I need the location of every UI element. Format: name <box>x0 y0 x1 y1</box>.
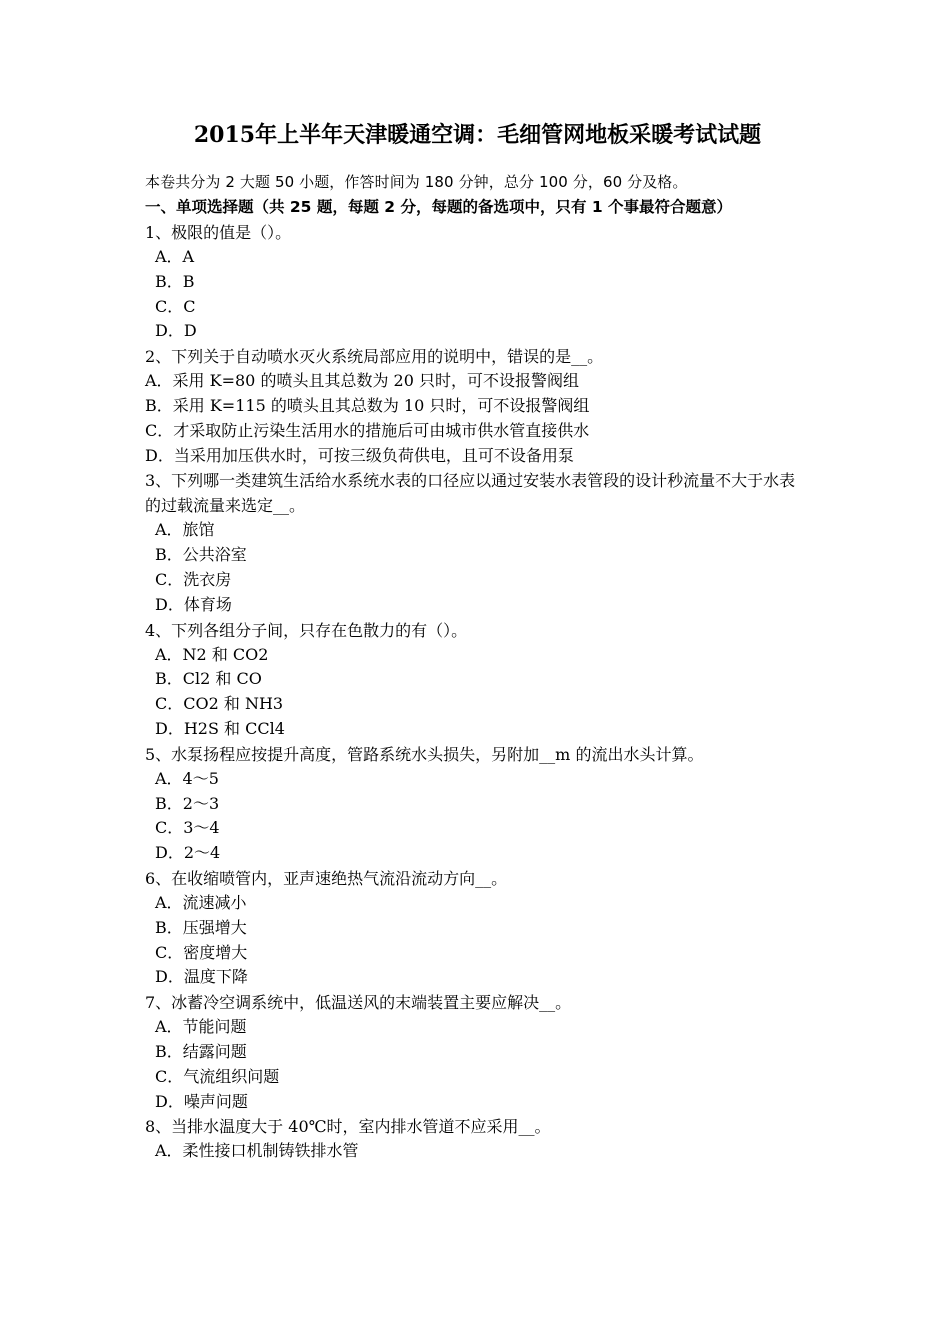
option-a: A．流速减小 <box>155 892 247 912</box>
option-b: B．2～3 <box>155 793 220 813</box>
option-c: C．C <box>155 296 196 316</box>
question-1 <box>145 220 810 344</box>
option-d: D．D <box>155 321 197 341</box>
option-c: C．气流组织问题 <box>155 1066 280 1086</box>
option-a: A．A <box>155 247 195 266</box>
option-d: D．2～4 <box>155 843 221 863</box>
option-c: C．密度增大 <box>155 942 248 962</box>
option-a: A．柔性接口机制铸铁排水管 <box>155 1141 359 1161</box>
exam-intro: 本卷共分为 2 大题 50 小题，作答时间为 180 分钟，总分 100 分，60 分及格。 <box>145 173 688 191</box>
question-2 <box>145 344 810 468</box>
option-a: A．采用 K=80 的喷头且其总数为 20 只时，可不设报警阀组 <box>145 371 579 391</box>
section-heading: 一、单项选择题（共 25 题，每题 2 分，每题的备选项中，只有 1 个事最符合题意） <box>145 198 733 216</box>
question-stem: 5、水泵扬程应按提升高度，管路系统水头损失，另附加__m 的流出水头计算。 <box>145 744 704 764</box>
question-4 <box>145 618 810 742</box>
question-stem: 2、下列关于自动喷水灭火系统局部应用的说明中，错误的是__。 <box>145 347 604 367</box>
option-a: A．N2 和 CO2 <box>155 644 269 664</box>
question-7 <box>145 990 810 1114</box>
option-a: A．4～5 <box>155 768 219 788</box>
option-b: B．压强增大 <box>155 917 247 937</box>
option-a: A．旅馆 <box>155 520 215 540</box>
question-3 <box>145 468 810 617</box>
question-stem: 3、下列哪一类建筑生活给水系统水表的口径应以通过安装水表管段的设计秒流量不大于水表的过载流量来选定__。 <box>145 471 796 516</box>
option-d: D．体育场 <box>155 594 232 614</box>
question-stem: 6、在收缩喷管内，亚声速绝热气流沿流动方向__。 <box>145 868 508 888</box>
question-stem: 8、当排水温度大于 40℃时，室内排水管道不应采用__。 <box>145 1117 551 1137</box>
option-c: C．3～4 <box>155 818 220 838</box>
option-b: B．结露问题 <box>155 1041 247 1061</box>
option-b: B．B <box>155 271 195 291</box>
question-6 <box>145 866 810 990</box>
option-d: D．温度下降 <box>155 967 248 987</box>
document-title: 2015年上半年天津暖通空调：毛细管网地板采暖考试试题 <box>193 122 762 148</box>
option-b: B．Cl2 和 CO <box>155 669 262 689</box>
option-c: C．洗衣房 <box>155 569 232 589</box>
option-d: D．H2S 和 CCl4 <box>155 718 285 738</box>
option-d: D．噪声问题 <box>155 1091 248 1111</box>
question-stem: 4、下列各组分子间，只存在色散力的有（）。 <box>145 620 468 640</box>
option-d: D．当采用加压供水时，可按三级负荷供电，且可不设备用泵 <box>145 445 574 465</box>
option-b: B．采用 K=115 的喷头且其总数为 10 只时，可不设报警阀组 <box>145 395 590 415</box>
question-5 <box>145 742 810 866</box>
question-8 <box>145 1114 810 1164</box>
question-stem: 1、极限的值是（）。 <box>145 223 292 242</box>
option-c: C．CO2 和 NH3 <box>155 694 284 714</box>
question-stem: 7、冰蓄冷空调系统中，低温送风的末端装置主要应解决__。 <box>145 993 572 1013</box>
option-a: A．节能问题 <box>155 1017 247 1037</box>
option-c: C．才采取防止污染生活用水的措施后可由城市供水管直接供水 <box>145 420 590 440</box>
option-b: B．公共浴室 <box>155 545 247 565</box>
document-page <box>145 118 810 1164</box>
